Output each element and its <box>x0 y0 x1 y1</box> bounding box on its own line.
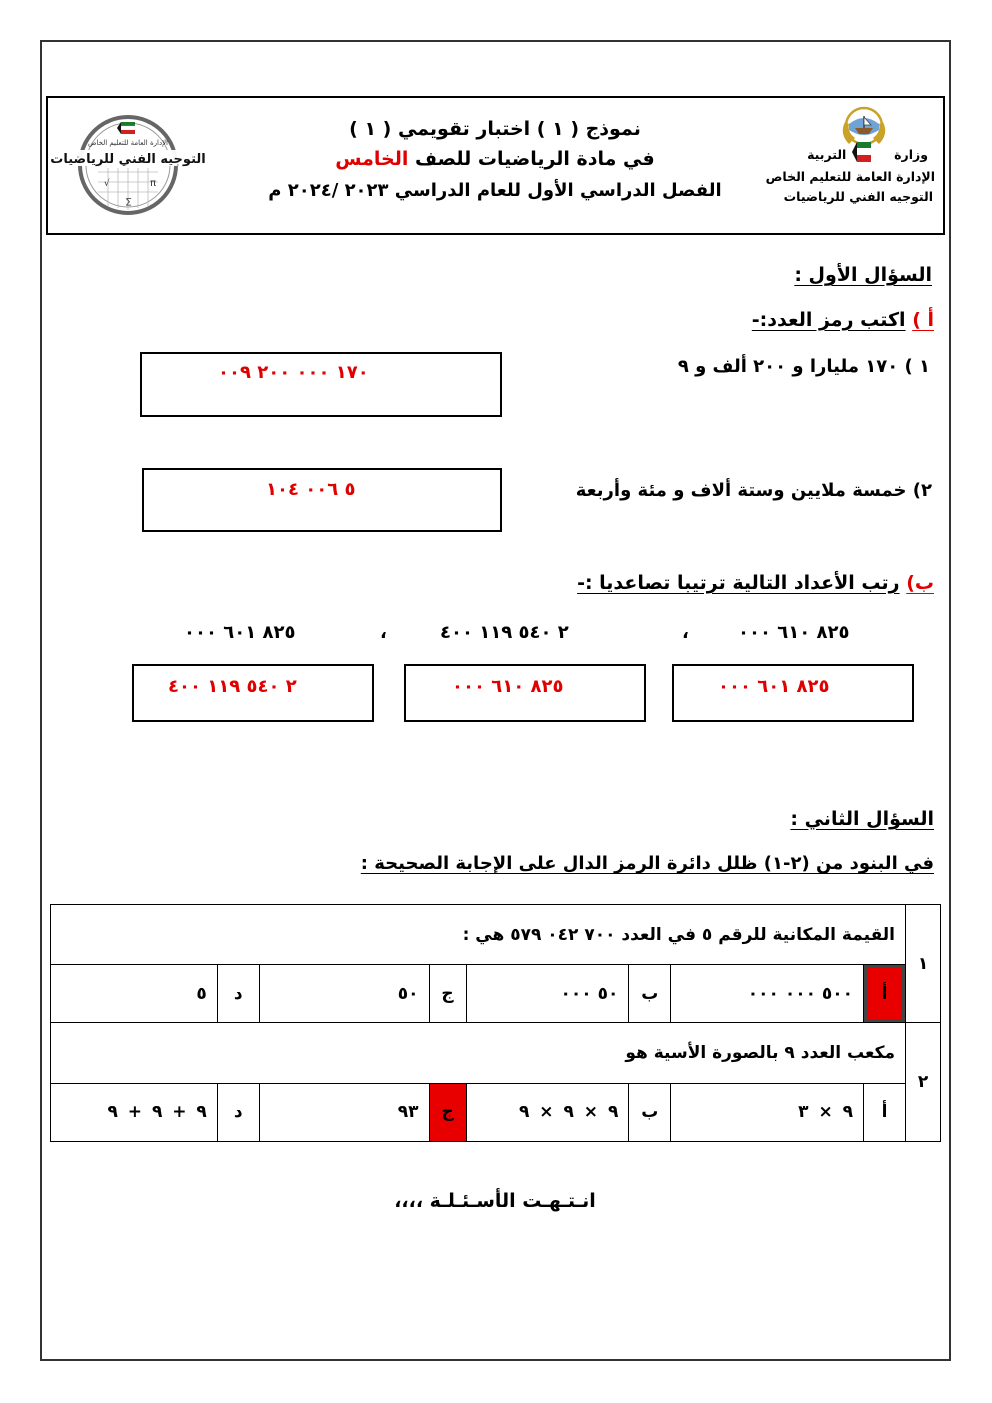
svg-text:π: π <box>150 178 157 189</box>
q2-item2-option-d-value: ٩ + ٩ + ٩ <box>51 1083 218 1141</box>
q2-item2-option-d-letter[interactable]: د <box>217 1083 259 1141</box>
q1-item1-text: ١ ) ١٧٠ مليارا و ٢٠٠ ألف و ٩ <box>677 356 930 377</box>
q2-item2-option-c-value: ٩٣ <box>259 1083 429 1141</box>
logo-top-text: الإدارة العامة للتعليم الخاص <box>87 139 169 147</box>
q2-item1-options-row <box>51 965 941 1023</box>
q2-item1-option-b-value: ٥٠ ٠٠٠ <box>466 965 629 1023</box>
svg-text:√: √ <box>104 179 110 189</box>
q1-part-a: أ ) اكتب رمز العدد:- <box>751 309 934 331</box>
separator-1: ، <box>682 622 689 643</box>
q2-item2-number: ٢ <box>906 1023 941 1142</box>
q2-item1-number: ١ <box>906 905 941 1023</box>
q2-item1-option-b-letter[interactable]: ب <box>629 965 671 1023</box>
q2-item1-option-d-value: ٥ <box>51 965 218 1023</box>
q1-item2-answer-box[interactable] <box>142 468 502 532</box>
q1-number-2: ٢ ٥٤٠ ١١٩ ٤٠٠ <box>440 622 569 643</box>
sorted-answer-3: ٢ ٥٤٠ ١١٩ ٤٠٠ <box>168 676 297 697</box>
q2-item1-option-d-letter[interactable]: د <box>217 965 259 1023</box>
q2-item1-option-a-letter[interactable]: أ <box>864 965 906 1023</box>
q2-item2-question-row <box>51 1023 941 1083</box>
svg-text:∑: ∑ <box>126 197 132 206</box>
q2-item2-option-b-letter[interactable]: ب <box>629 1083 671 1141</box>
q2-item2-question: مكعب العدد ٩ بالصورة الأسية هو <box>51 1023 906 1083</box>
q2-item1-question: القيمة المكانية للرقم ٥ في العدد ٧٠٠ ٠٤٢ ٥٧٩ هي : <box>51 905 906 965</box>
ministry-line1: وزارة التربية <box>807 147 928 162</box>
q1-item1-answer: ١٧٠ ٠٠٠ ٢٠٠ ٠٠٩ <box>218 362 369 383</box>
title-line2: في مادة الرياضيات للصف الخامس <box>335 148 655 170</box>
q2-item2-options-row <box>51 1083 941 1141</box>
q2-item1-question-row <box>51 905 941 965</box>
q2-item2-option-c-letter[interactable]: ج <box>429 1083 466 1141</box>
q2-item1-option-c-value: ٥٠ <box>259 965 429 1023</box>
logo-main-text: التوجيه الفني للرياضيات <box>50 152 206 167</box>
q1-part-b: ب) رتب الأعداد التالية ترتيبا تصاعديا :- <box>577 572 934 594</box>
math-guidance-logo <box>50 110 206 220</box>
title-line1: نموذج ( ١ ) اختبار تقويمي ( ١ ) <box>349 118 641 140</box>
footer-end-text: انـتـهـت الأسـئـلـة ،،،، <box>394 1190 596 1212</box>
ministry-line3: التوجيه الفني للرياضيات <box>783 189 933 204</box>
q2-title: السؤال الثاني : <box>790 808 934 830</box>
q1-number-3: ٨٢٥ ٦٠١ ٠٠٠ <box>184 622 296 643</box>
q2-item2-option-a-value: ٩ × ٣ <box>671 1083 864 1141</box>
q2-item2-option-a-letter[interactable]: أ <box>864 1083 906 1141</box>
sorted-answer-2: ٨٢٥ ٦١٠ ٠٠٠ <box>452 676 564 697</box>
sorted-answer-1: ٨٢٥ ٦٠١ ٠٠٠ <box>718 676 830 697</box>
separator-2: ، <box>380 622 387 643</box>
q1-title: السؤال الأول : <box>794 264 932 286</box>
mcq-table <box>50 904 941 1142</box>
q2-item1-option-c-letter[interactable]: ج <box>429 965 466 1023</box>
q2-item1-option-a-value: ٥٠٠ ٠٠٠ ٠٠٠ <box>671 965 864 1023</box>
ministry-line2: الإدارة العامة للتعليم الخاص <box>765 169 935 184</box>
q1-number-1: ٨٢٥ ٦١٠ ٠٠٠ <box>738 622 850 643</box>
q2-item2-option-b-value: ٩ × ٩ × ٩ <box>466 1083 629 1141</box>
title-line3: الفصل الدراسي الأول للعام الدراسي ٢٠٢٣ /٢٠٢٤ م <box>268 180 722 201</box>
q1-item2-text: ٢) خمسة ملايين وستة ألاف و مئة وأربعة <box>575 480 932 501</box>
q1-item2-answer: ٥ ٠٠٦ ١٠٤ <box>266 479 356 500</box>
q2-instruction: في البنود من (٢-١) ظلل دائرة الرمز الدال على الإجابة الصحيحة : <box>360 853 934 874</box>
